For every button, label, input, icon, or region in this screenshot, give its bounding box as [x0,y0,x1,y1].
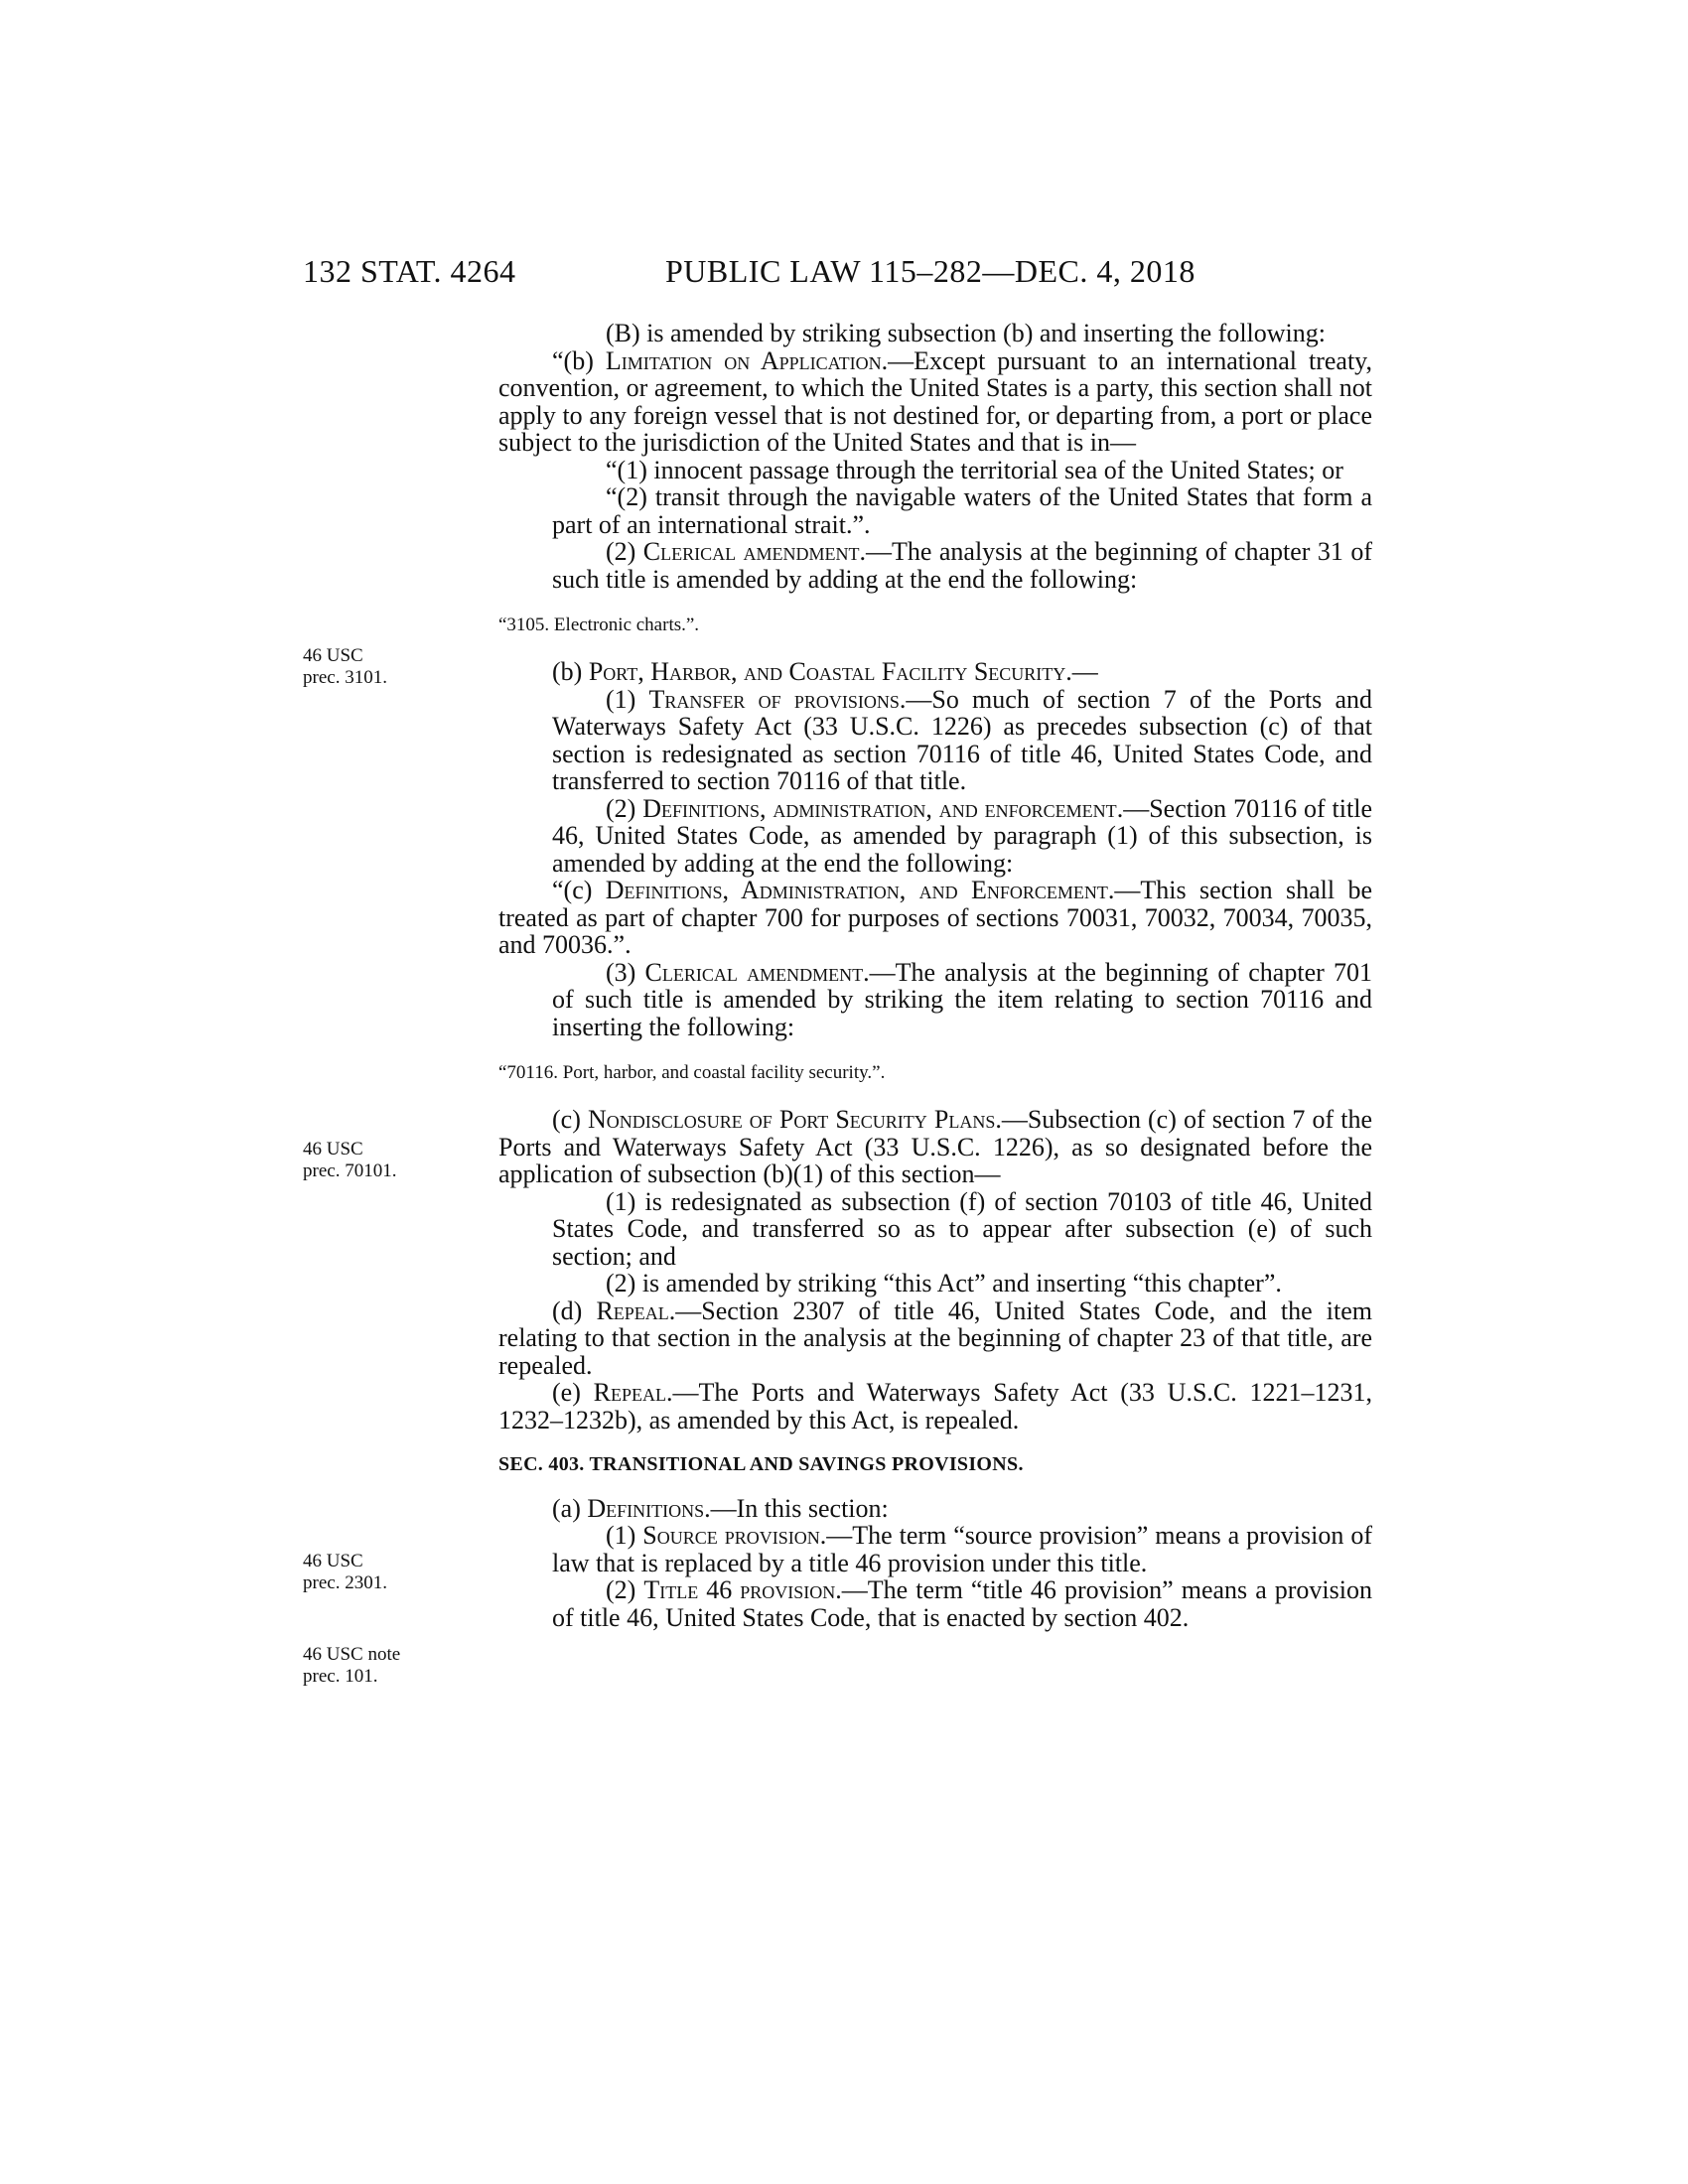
margin-note-citation [303,1644,462,1688]
paragraph [498,959,1372,1041]
paragraph-open: (1) [606,1521,643,1550]
paragraph [498,877,1372,959]
paragraph-heading: Nondisclosure of Port Security Plans [587,1105,996,1134]
paragraph: “(1) innocent passage through the territorial sea of the United States; or [606,455,1343,484]
paragraph [498,538,1372,593]
margin-note-line: 46 USC [303,645,363,666]
paragraph-text: .—The Ports and Waterways Safety Act (33 U.S.C. 1221–1231, 1232–1232b), as amended by this Act, is repealed. [498,1378,1372,1434]
paragraph [498,658,1372,686]
paragraph-heading: Definitions [587,1493,705,1523]
document-body [498,320,1372,1631]
paragraph-heading: Definitions, Administration, and Enforcement [605,876,1108,904]
section-heading: SEC. 403. TRANSITIONAL AND SAVINGS PROVISIONS. [498,1453,1024,1475]
paragraph [498,347,1372,457]
paragraph-text: .—Section 70116 of title 46, United States Code, as amended by paragraph (1) of this subsection, is amended by adding at the end the following: [552,793,1372,878]
paragraph [498,1106,1372,1188]
margin-note-citation [303,645,462,689]
paragraph-heading: Clerical amendment [644,957,864,987]
paragraph-open: (3) [606,957,645,987]
paragraph-open: (c) [552,1105,588,1134]
running-header: PUBLIC LAW 115–282—DEC. 4, 2018 [665,253,1196,289]
paragraph-open: “(c) [552,876,606,904]
paragraph: “(2) transit through the navigable waters of the United States that form a part of an international strait.”. [552,482,1372,539]
paragraph-heading: Limitation on Application [605,345,882,375]
paragraph-open: (a) [552,1493,588,1523]
paragraph-open: (2) [606,537,643,566]
paragraph-heading: Port, Harbor, and Coastal Facility Security [588,657,1066,686]
paragraph-open: (1) [606,684,649,714]
margin-note-line: prec. 101. [303,1666,378,1687]
margin-note-line: 46 USC [303,1139,363,1160]
paragraph-text: .—The term “title 46 provision” means a provision of title 46, United States Code, that is enacted by section 402. [552,1575,1372,1632]
paragraph [498,1297,1372,1380]
paragraph-open: (2) [606,793,643,823]
paragraph [498,795,1372,878]
paragraph [498,1379,1372,1433]
margin-note-line: 46 USC [303,1551,363,1571]
paragraph-heading: Transfer of provisions [648,684,900,714]
paragraph: (B) is amended by striking subsection (b) and inserting the following: [606,319,1326,347]
paragraph-text: .—This section shall be treated as part of chapter 700 for purposes of sections 70031, 70032, 70034, 70035, and 70036.”. [498,876,1372,959]
paragraph-heading: Repeal [593,1378,666,1407]
paragraph-heading: Title 46 provision [643,1575,836,1604]
paragraph-text: .—So much of section 7 of the Ports and Waterways Safety Act (33 U.S.C. 1226) as precedes subsection (c) of that section is redesignated as section 70116 of title 46, United States Code, and transferred to section 70116 of that title. [552,684,1372,795]
paragraph-heading: Repeal [596,1296,669,1325]
paragraph-text: .—Except pursuant to an international treaty, convention, or agreement, to which the United States is a party, this section shall not apply to any foreign vessel that is not destined for, or departing from, a port or place subject to the jurisdiction of the United States and that is in— [498,345,1372,457]
paragraph-heading: Clerical amendment [642,537,860,566]
paragraph-open: (b) [552,657,589,686]
paragraph-text: .— [1065,657,1098,686]
analysis-item: “3105. Electronic charts.”. [498,614,700,635]
paragraph-open: (2) [606,1575,644,1604]
paragraph: (1) is redesignated as subsection (f) of section 70103 of title 46, United States Code, and transferred so as to appear after subsection (e) of such section; and [552,1186,1372,1271]
margin-note-citation [303,1551,462,1594]
paragraph-text: .—Subsection (c) of section 7 of the Ports and Waterways Safety Act (33 U.S.C. 1226), as so designated before the application of subsection (b)(1) of this section— [498,1105,1372,1188]
paragraph-heading: Source provision [642,1521,820,1550]
paragraph-text: .—The term “source provision” means a provision of law that is replaced by a title 46 provision under this title. [552,1521,1372,1577]
paragraph: (2) is amended by striking “this Act” and inserting “this chapter”. [606,1269,1282,1297]
statute-page-number: 132 STAT. 4264 [303,253,516,289]
paragraph-open: (e) [552,1378,594,1407]
paragraph [498,1576,1372,1631]
analysis-item: “70116. Port, harbor, and coastal facility security.”. [498,1062,886,1083]
paragraph-text: .—Section 2307 of title 46, United States Code, and the item relating to that section in the analysis at the beginning of chapter 23 of that title, are repealed. [498,1296,1372,1380]
margin-note-line: 46 USC note [303,1644,401,1665]
paragraph-open: (d) [552,1296,597,1325]
paragraph [498,686,1372,795]
margin-note-line: prec. 2301. [303,1572,387,1593]
paragraph-text: .—The analysis at the beginning of chapter 701 of such title is amended by striking the item relating to section 70116 and inserting the following: [552,957,1372,1041]
paragraph [498,1522,1372,1576]
paragraph-open: “(b) [552,345,606,375]
paragraph [498,1495,1372,1523]
paragraph-heading: Definitions, administration, and enforcement [642,793,1117,823]
margin-note-line: prec. 3101. [303,667,387,688]
margin-note-citation [303,1139,462,1182]
margin-note-line: prec. 70101. [303,1160,397,1181]
paragraph-text: .—The analysis at the beginning of chapter 31 of such title is amended by adding at the end the following: [552,537,1372,594]
paragraph-text: .—In this section: [704,1493,889,1523]
